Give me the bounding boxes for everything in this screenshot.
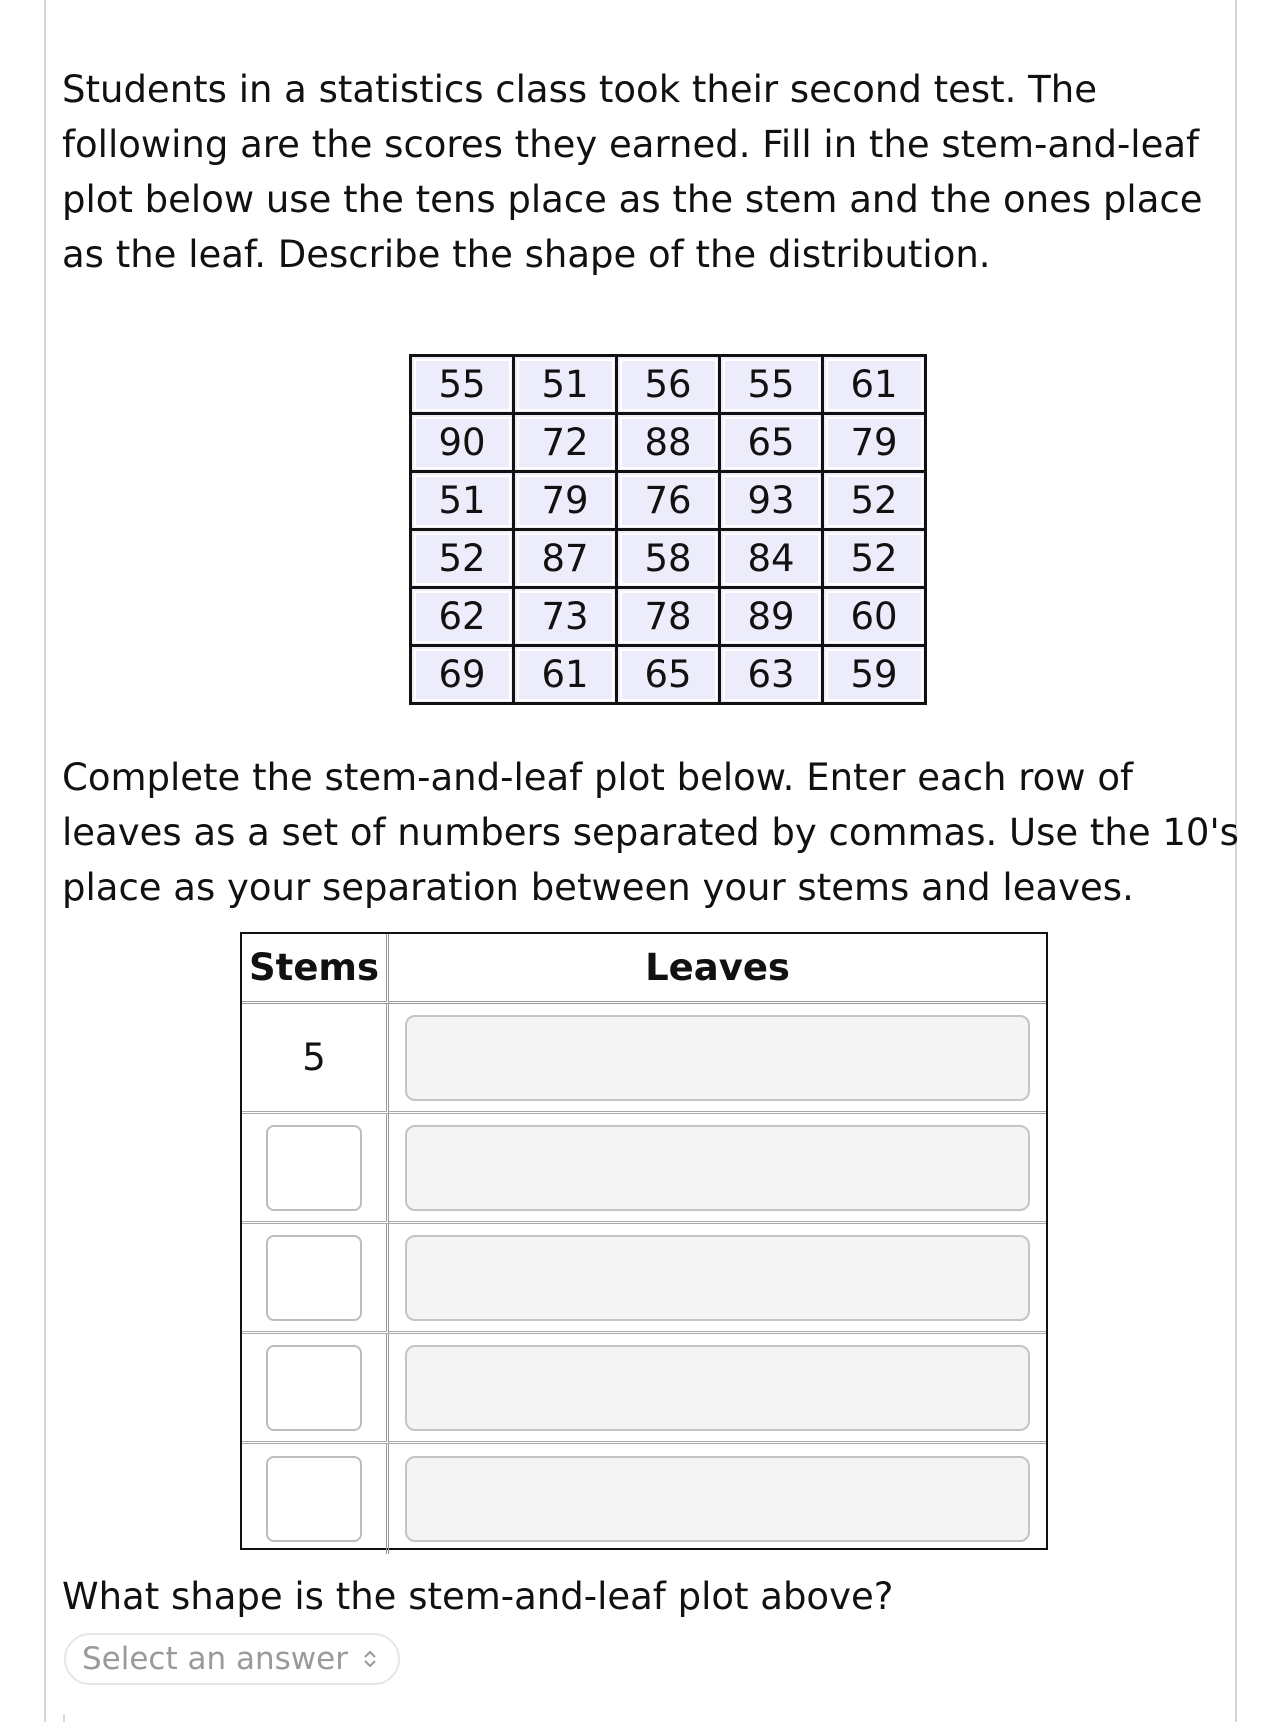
plot-instructions: Complete the stem-and-leaf plot below. Enter each row of leaves as a set of numbers separated by commas. Use the 10's place as your separation between your stems and leaves. <box>62 756 1239 909</box>
up-down-chevron-icon <box>362 1648 378 1670</box>
leaves-input[interactable] <box>405 1235 1030 1321</box>
score-cell: 56 <box>617 356 720 414</box>
score-cell: 65 <box>617 646 720 704</box>
stem-input[interactable] <box>266 1345 362 1431</box>
leaf-cell <box>389 1334 1046 1444</box>
stem-cell <box>242 1004 389 1114</box>
scores-row <box>411 530 926 588</box>
score-cell: 65 <box>720 414 823 472</box>
scores-row <box>411 588 926 646</box>
score-cell: 55 <box>411 356 514 414</box>
stem-input[interactable] <box>266 1456 362 1542</box>
leaf-cell <box>389 1224 1046 1334</box>
frame-tick <box>63 1714 65 1722</box>
scores-row <box>411 356 926 414</box>
score-cell: 60 <box>823 588 926 646</box>
leaves-header: Leaves <box>389 934 1046 1004</box>
stem-cell <box>242 1444 389 1554</box>
leaves-input[interactable] <box>405 1345 1030 1431</box>
problem-prompt: Students in a statistics class took their second test. The following are the scores they earned. Fill in the stem-and-leaf plot below use the tens place as the stem and the ones place as the leaf. Describe the shape of the distribution. <box>62 68 1203 276</box>
score-cell: 78 <box>617 588 720 646</box>
score-cell: 52 <box>823 530 926 588</box>
score-cell: 52 <box>823 472 926 530</box>
score-cell: 93 <box>720 472 823 530</box>
stem-input[interactable] <box>266 1235 362 1321</box>
leaves-input[interactable] <box>405 1456 1030 1542</box>
score-cell: 55 <box>720 356 823 414</box>
scores-table <box>409 354 927 705</box>
leaf-cell <box>389 1444 1046 1554</box>
scores-row <box>411 472 926 530</box>
score-cell: 51 <box>514 356 617 414</box>
score-cell: 52 <box>411 530 514 588</box>
score-cell: 89 <box>720 588 823 646</box>
shape-select[interactable] <box>64 1633 400 1685</box>
scores-row <box>411 414 926 472</box>
score-cell: 58 <box>617 530 720 588</box>
stem-cell <box>242 1224 389 1334</box>
score-cell: 84 <box>720 530 823 588</box>
stem-cell <box>242 1114 389 1224</box>
stem-leaf-plot <box>240 932 1048 1550</box>
score-cell: 90 <box>411 414 514 472</box>
shape-select-placeholder: Select an answer <box>82 1641 348 1677</box>
score-cell: 61 <box>514 646 617 704</box>
leaves-input[interactable] <box>405 1015 1030 1101</box>
score-cell: 59 <box>823 646 926 704</box>
shape-question: What shape is the stem-and-leaf plot above? <box>62 1575 894 1618</box>
score-cell: 61 <box>823 356 926 414</box>
score-cell: 79 <box>823 414 926 472</box>
stem-cell <box>242 1334 389 1444</box>
stem-value: 5 <box>302 1036 326 1079</box>
stems-header: Stems <box>242 934 389 1004</box>
leaf-cell <box>389 1114 1046 1224</box>
score-cell: 72 <box>514 414 617 472</box>
leaf-cell <box>389 1004 1046 1114</box>
score-cell: 88 <box>617 414 720 472</box>
score-cell: 69 <box>411 646 514 704</box>
scores-row <box>411 646 926 704</box>
score-cell: 51 <box>411 472 514 530</box>
leaves-input[interactable] <box>405 1125 1030 1211</box>
score-cell: 87 <box>514 530 617 588</box>
score-cell: 76 <box>617 472 720 530</box>
stem-input[interactable] <box>266 1125 362 1211</box>
score-cell: 73 <box>514 588 617 646</box>
score-cell: 63 <box>720 646 823 704</box>
score-cell: 62 <box>411 588 514 646</box>
score-cell: 79 <box>514 472 617 530</box>
